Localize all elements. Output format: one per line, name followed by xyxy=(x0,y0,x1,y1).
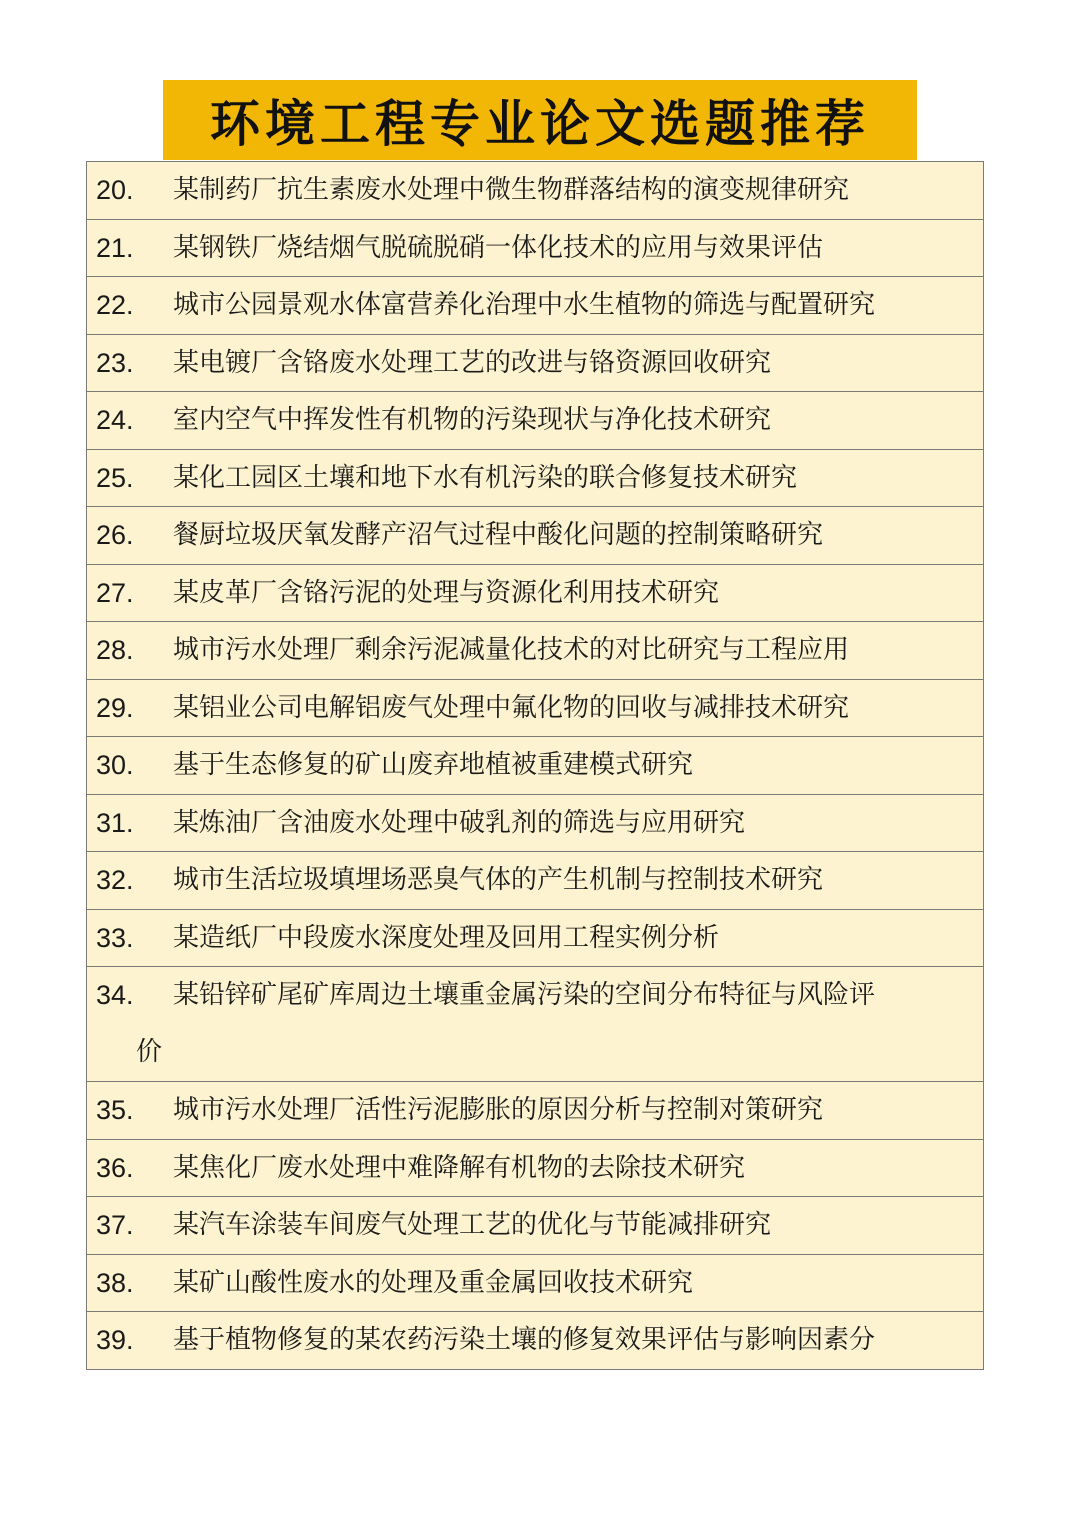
topic-row-39 xyxy=(87,1312,983,1370)
topic-title: 某电镀厂含铬废水处理工艺的改进与铬资源回收研究 xyxy=(173,347,772,378)
topic-number: 38. xyxy=(96,1267,134,1298)
topic-number: 39. xyxy=(96,1325,134,1355)
topic-row-25 xyxy=(87,450,983,508)
topic-title: 城市公园景观水体富营养化治理中水生植物的筛选与配置研究 xyxy=(173,290,876,320)
topic-number: 23. xyxy=(96,347,134,378)
topic-row-35 xyxy=(87,1082,983,1140)
topic-title: 城市污水处理厂活性污泥膨胀的原因分析与控制对策研究 xyxy=(173,1095,824,1125)
topic-number: 36. xyxy=(96,1152,134,1183)
topic-number: 27. xyxy=(96,577,134,608)
topic-number: 30. xyxy=(96,750,134,780)
topic-row-30 xyxy=(87,737,983,795)
topic-number: 37. xyxy=(96,1210,134,1240)
topic-row-37 xyxy=(87,1197,983,1255)
topic-title: 某汽车涂装车间废气处理工艺的优化与节能减排研究 xyxy=(173,1210,772,1240)
topic-title: 基于生态修复的矿山废弃地植被重建模式研究 xyxy=(173,750,694,780)
topic-row-23 xyxy=(87,335,983,393)
topic-number: 26. xyxy=(96,520,134,550)
topic-title: 某制药厂抗生素废水处理中微生物群落结构的演变规律研究 xyxy=(173,175,850,205)
topic-number: 35. xyxy=(96,1095,134,1125)
topic-number: 22. xyxy=(96,290,134,320)
topic-title: 某铅锌矿尾矿库周边土壤重金属污染的空间分布特征与风险评 xyxy=(173,980,876,1010)
topic-row-28 xyxy=(87,622,983,680)
topic-title: 室内空气中挥发性有机物的污染现状与净化技术研究 xyxy=(173,405,772,435)
topic-number: 25. xyxy=(96,462,134,493)
topic-row-22 xyxy=(87,277,983,335)
topic-row-21 xyxy=(87,220,983,278)
topic-row-38 xyxy=(87,1255,983,1313)
topic-title: 餐厨垃圾厌氧发酵产沼气过程中酸化问题的控制策略研究 xyxy=(173,520,824,550)
topic-number: 24. xyxy=(96,405,134,435)
topic-title: 某炼油厂含油废水处理中破乳剂的筛选与应用研究 xyxy=(173,807,746,838)
topic-title-continuation: 价 xyxy=(136,1037,163,1067)
topic-row-20 xyxy=(87,162,983,220)
topic-number: 29. xyxy=(96,692,134,723)
topic-row-24 xyxy=(87,392,983,450)
topic-title: 某造纸厂中段废水深度处理及回用工程实例分析 xyxy=(173,922,720,953)
topic-number: 21. xyxy=(96,232,134,263)
topic-number: 34. xyxy=(96,980,134,1010)
page-title: 环境工程专业论文选题推荐 xyxy=(210,95,870,153)
topic-list xyxy=(86,161,984,1370)
topic-title: 城市污水处理厂剩余污泥减量化技术的对比研究与工程应用 xyxy=(173,635,850,665)
topic-number: 33. xyxy=(96,922,134,953)
topic-title: 某化工园区土壤和地下水有机污染的联合修复技术研究 xyxy=(173,462,798,493)
topic-row-27 xyxy=(87,565,983,623)
topic-number: 28. xyxy=(96,635,134,665)
topic-row-32 xyxy=(87,852,983,910)
topic-row-26 xyxy=(87,507,983,565)
topic-row-34 xyxy=(87,967,983,1082)
topic-number: 32. xyxy=(96,865,134,895)
title-banner xyxy=(163,80,917,160)
topic-row-31 xyxy=(87,795,983,853)
topic-title: 某钢铁厂烧结烟气脱硫脱硝一体化技术的应用与效果评估 xyxy=(173,232,824,263)
topic-title: 基于植物修复的某农药污染土壤的修复效果评估与影响因素分 xyxy=(173,1325,876,1355)
topic-title: 某铝业公司电解铝废气处理中氟化物的回收与减排技术研究 xyxy=(173,692,850,723)
topic-number: 20. xyxy=(96,175,134,205)
topic-title: 某皮革厂含铬污泥的处理与资源化利用技术研究 xyxy=(173,577,720,608)
topic-row-29 xyxy=(87,680,983,738)
topic-title: 城市生活垃圾填埋场恶臭气体的产生机制与控制技术研究 xyxy=(173,865,824,895)
topic-row-36 xyxy=(87,1140,983,1198)
topic-title: 某焦化厂废水处理中难降解有机物的去除技术研究 xyxy=(173,1152,746,1183)
topic-title: 某矿山酸性废水的处理及重金属回收技术研究 xyxy=(173,1267,694,1298)
topic-number: 31. xyxy=(96,807,134,838)
topic-row-33 xyxy=(87,910,983,968)
